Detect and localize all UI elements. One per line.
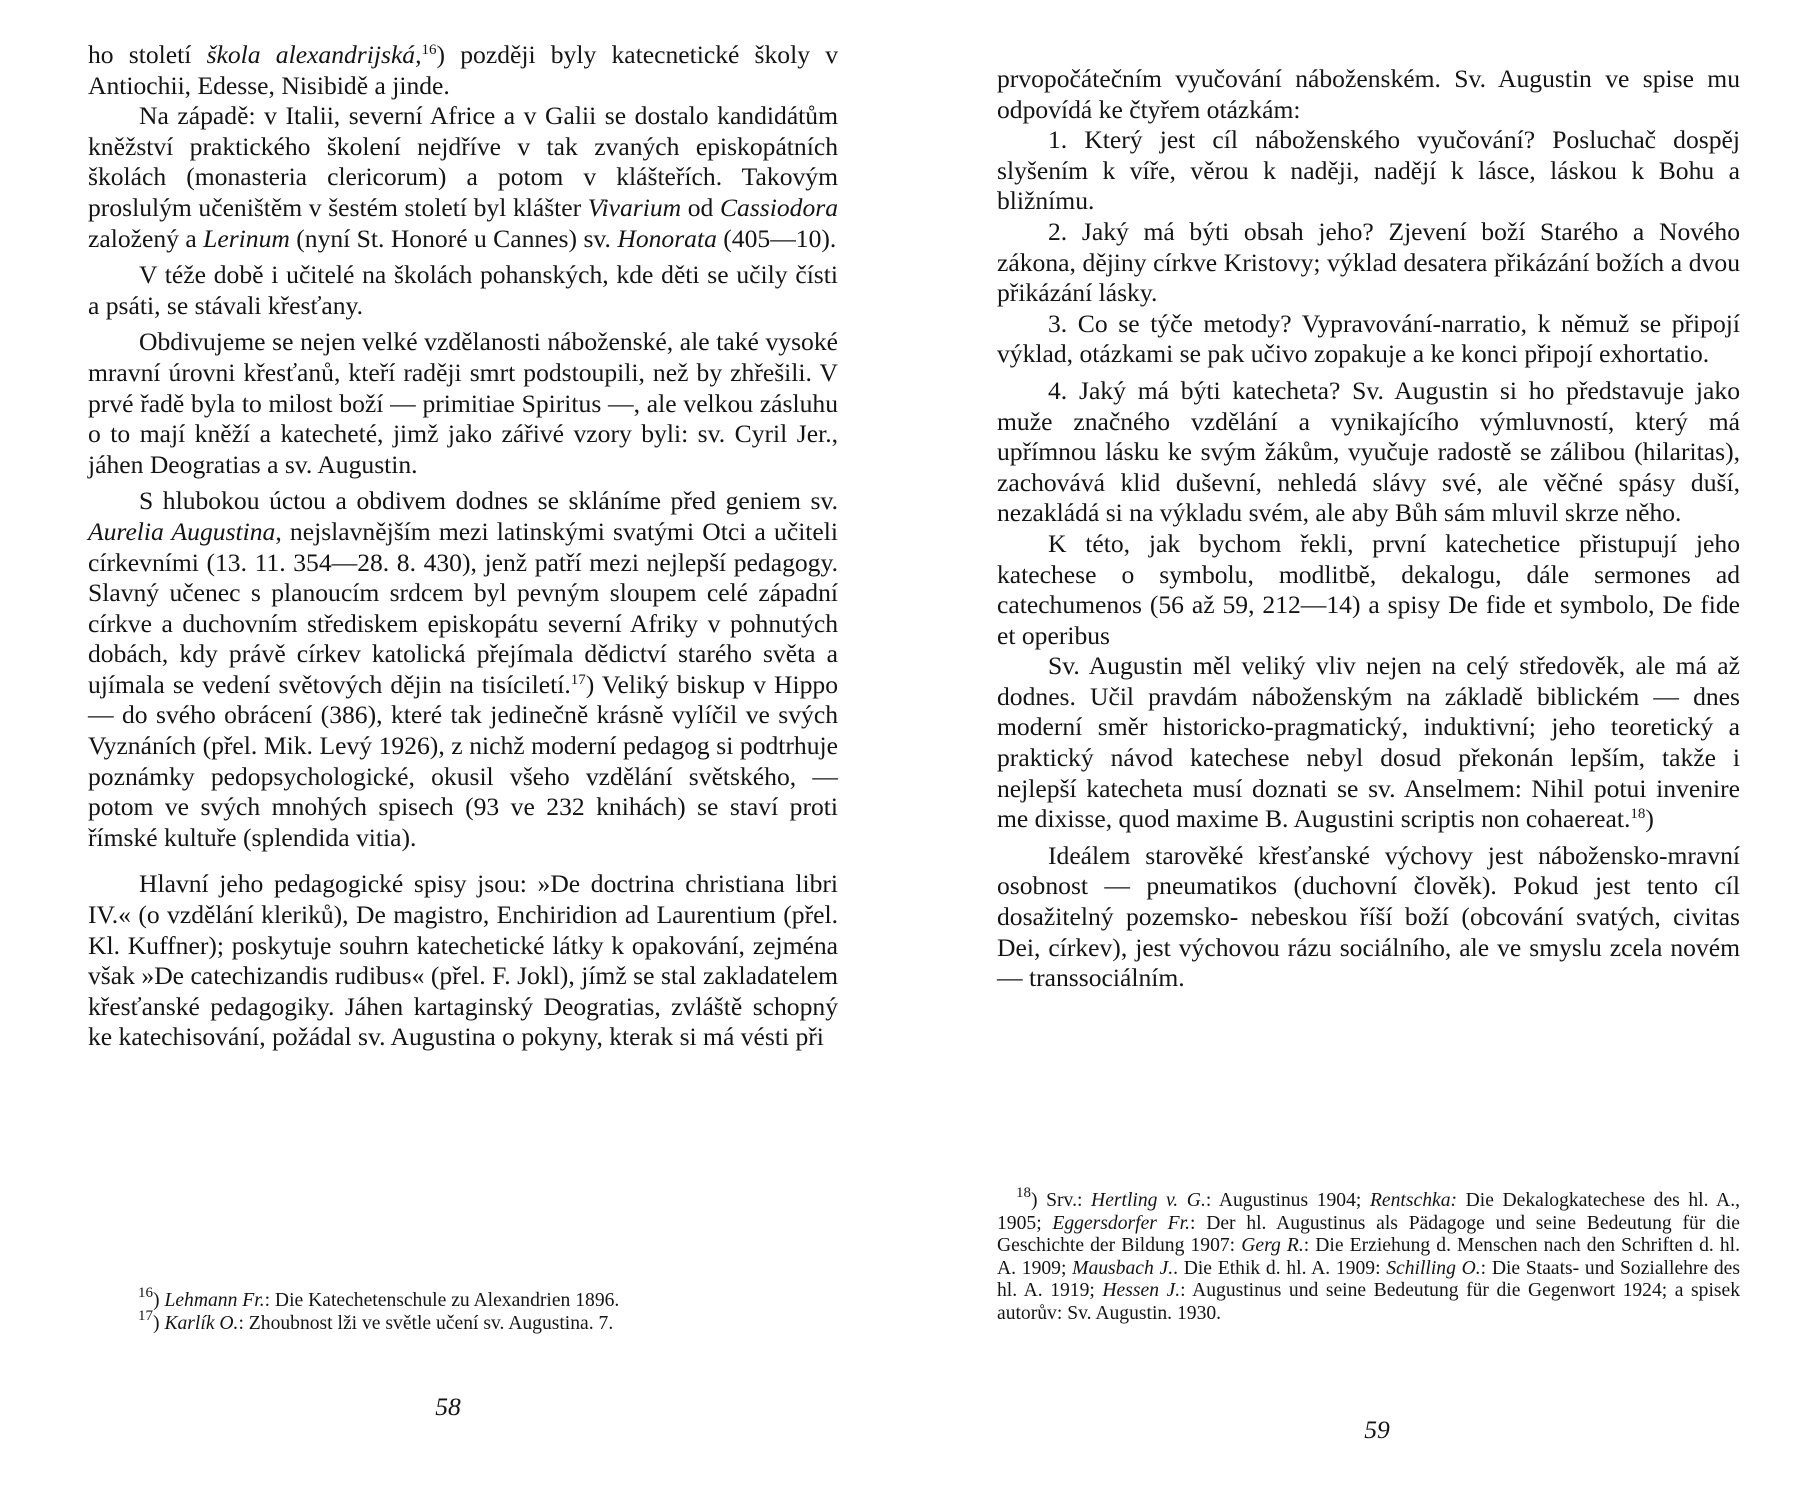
footnote-marker: 18 — [1016, 1185, 1031, 1201]
text-run: : Der hl. Augustinus als Pädagoge und seine Bedeutung für die Geschichte der Bildung 1907: — [997, 1212, 1740, 1257]
text-run: prvopočátečním vyučování náboženském. Sv. Augustin ve spise mu odpovídá ke čtyřem otázkám: — [997, 64, 1740, 124]
italic-text: škola alexandrijská — [206, 40, 416, 69]
text-run: 1. Který jest cíl náboženského vyučování? Posluchač dospěj slyšením k víře, věrou k naději, nadějí k lásce, láskou k Bohu a bližnímu. — [997, 125, 1740, 216]
text-run: (405—10). — [716, 223, 837, 253]
text-run: : Augustinus und seine Bedeutung für die Gegenwort 1924; a spisek autorův: Sv. Augustin. 1930. — [997, 1280, 1741, 1324]
paragraph — [997, 651, 1740, 835]
italic-text: Hertling v. G. — [1091, 1190, 1206, 1211]
text-run: ) — [1645, 804, 1654, 834]
footnote-marker: 17 — [570, 671, 586, 688]
text-run: Die Dekalogkatechese des hl. A., 1905; — [997, 1190, 1740, 1234]
footnotes — [88, 1285, 838, 1335]
footnotes — [997, 1185, 1741, 1326]
text-run: Na západě: v Italii, severní Africe a v Galii se dostalo kandidátům kněžství praktického školení nejdříve v tak zvaných episkopátních školách (monasteria clericorum) a potom v klášteřích. Takovým proslulým učeništěm v šestém století byl klášter — [88, 101, 838, 222]
text-run: ) Veliký biskup v Hippo — do svého obrácení (386), které tak jedinečně krásně vylíčil ve svých Vyznáních (přel. Mik. Levý 1926), z nichž moderní pedagog si podtrhuje poznámky pedopsychologické, okusil všeho vzdělání světského, — potom ve svých mnohých spisech (93 ve 232 knihách) se staví proti římské kultuře (splendida vitia). — [88, 669, 838, 852]
text-run: : Die Erziehung d. Menschen nach den Schriften d. hl. A. 1909; — [997, 1235, 1740, 1279]
paragraph — [997, 376, 1740, 529]
text-run: : Zhoubnost lži ve světle učení sv. Augustina. 7. — [238, 1312, 614, 1334]
italic-text: Lehmann Fr. — [164, 1290, 265, 1311]
text-run: : Die Staats- und Soziallehre des hl. A. 1919; — [997, 1257, 1740, 1302]
text-run: K této, jak bychom řekli, první katechetice přistupují jeho katechese o symbolu, modlitbě, dekalogu, dále sermones ad catechumenos (56 až 59, 212—14) a spisy De fide et symbolo, De fide et operibus — [997, 528, 1740, 650]
text-run: Ideálem starověké křesťanské výchovy jest nábožensko-mravní osobnost — pneumatikos (duchovní člověk). Pokud jest tento cíl dosažitelný pozemsko- nebeskou říší boží (obcování svatých, civitas Dei, církev), jest výchovou rázu sociálního, ale ve smyslu zcela novém — transsociálním. — [997, 840, 1740, 993]
paragraph — [997, 841, 1740, 994]
text-run: . Die Ethik d. hl. A. 1909: — [1173, 1257, 1387, 1279]
text-run: Obdivujeme se nejen velké vzdělanosti náboženské, ale také vysoké mravní úrovni křesťanů, kteří raději smrt podstoupili, než by zhřešili. V prvé řadě byla to milost boží — primitiae Spiritus —, ale velkou zásluhu o to mají kněží a katecheté, jimž jako zářivé vzory byli: sv. Cyril Jer., jáhen Deogratias a sv. Augustin. — [88, 327, 838, 479]
text-run: ) — [153, 1312, 165, 1334]
page-number: 58 — [435, 1392, 461, 1421]
text-run: založený a — [88, 223, 204, 253]
paragraph — [88, 327, 838, 480]
italic-text: , — [415, 40, 422, 69]
text-run: 2. Jaký má býti obsah jeho? Zjevení boží Starého a Nového zákona, dějiny církve Kristovy; výklad desatera přikázání božích a dvou přikázání lásky. — [997, 216, 1740, 308]
page-number: 59 — [1364, 1415, 1390, 1444]
paragraph — [997, 529, 1740, 651]
paragraph — [88, 260, 838, 321]
paragraph — [88, 486, 838, 853]
text-run: , nejslavnějším mezi latinskými svatými Otci a učiteli církevními (13. 11. 354—28. 8. 430), jenž patří mezi nejlepší pedagogy. Slavný učenec s planoucím srdcem byl pevným sloupem celé západní církve a duchovním střediskem episkopátu severní Afriky v pohnutých dobách, kdy právě církev katolická přejímala dědictví starého světa a ujímala se vedení světových dějin na tisíciletí. — [88, 516, 838, 699]
italic-text: Vivarium — [587, 192, 682, 222]
paragraph — [88, 101, 838, 254]
paragraph — [997, 125, 1740, 217]
footnote-marker: 18 — [1630, 806, 1646, 823]
italic-text: Mausbach J. — [1072, 1257, 1174, 1279]
paragraph — [88, 40, 838, 101]
text-run: S hlubokou úctou a obdivem dodnes se skláníme před geniem sv. — [139, 486, 838, 516]
italic-text: Cassiodora — [719, 192, 839, 222]
footnote — [88, 1285, 838, 1313]
text-run: ) později byly katecnetické školy v Antiochii, Edesse, Nisibidě a jinde. — [88, 40, 838, 100]
text-run: : Augustinus 1904; — [1205, 1190, 1370, 1211]
text-run: od — [681, 192, 720, 222]
footnote-marker: 17 — [138, 1307, 153, 1324]
italic-text: Aurelia Augustina — [88, 516, 276, 546]
text-run: 3. Co se týče metody? Vypravování-narratio, k němuž se připojí výklad, otázkami se pak učivo zopakuje a ke konci připojí exhortatio. — [997, 308, 1740, 369]
left-page-text-column — [88, 40, 838, 1053]
paragraph — [997, 217, 1740, 309]
text-run: ) — [153, 1290, 165, 1311]
text-run: ) Srv.: — [1031, 1190, 1092, 1211]
italic-text: Gerg R. — [1241, 1235, 1304, 1257]
text-run: V téže době i učitelé na školách pohanských, kde děti se učily čísti a psáti, se stávali křesťany. — [88, 260, 838, 320]
right-page — [997, 0, 1740, 1500]
italic-text: Karlík O. — [164, 1312, 239, 1334]
footnote — [88, 1307, 838, 1336]
footnote — [997, 1185, 1741, 1326]
italic-text: Lerinum — [203, 223, 290, 253]
italic-text: Eggersdorfer Fr. — [1052, 1212, 1190, 1234]
left-page — [88, 0, 838, 1500]
paragraph — [997, 309, 1740, 370]
italic-text: Hessen J. — [1102, 1280, 1181, 1302]
text-run: ho století — [88, 40, 207, 69]
text-run: (nyní St. Honoré u Cannes) sv. — [289, 223, 618, 253]
footnote-marker: 16 — [138, 1285, 153, 1301]
paragraph — [997, 64, 1740, 125]
italic-text: Honorata — [617, 223, 717, 253]
text-run: Hlavní jeho pedagogické spisy jsou: »De doctrina christiana libri IV.« (o vzdělání kleriků), De magistro, Enchiridion ad Laurentium (přel. Kl. Kuffner); poskytuje souhrn katechetické látky k opakování, zejména však »De catechizandis rudibus« (přel. F. Jokl), jímž se stal zakladatelem křesťanské pedagogiky. Jáhen kartaginský Deogratias, zvláště schopný ke katechisování, požádal sv. Augustina o pokyny, kterak si má vésti při — [88, 869, 838, 1052]
italic-text: Schilling O. — [1386, 1257, 1481, 1279]
paragraph — [88, 869, 838, 1053]
right-page-text-column — [997, 64, 1740, 994]
text-run: 4. Jaký má býti katecheta? Sv. Augustin si ho představuje jako muže značného vzdělání a vynikajícího výmluvností, který má upřímnou lásku ke svým žákům, vyučuje radostě se zálibou (hilaritas), zachovává klid duševní, nehledá slávy své, ale věčné spásy duší, nezakládá si na výkladu svém, ale aby Bůh sám mluvil skrze něho. — [997, 375, 1740, 528]
text-run: : Die Katechetenschule zu Alexandrien 1896. — [264, 1290, 620, 1311]
footnote-marker: 16 — [421, 42, 437, 58]
italic-text: Rentschka: — [1369, 1190, 1458, 1211]
text-run: Sv. Augustin měl veliký vliv nejen na celý středověk, ale má až dodnes. Učil pravdám náboženským na základě biblickém — dnes moderní směr historicko-pragmatický, induktivní; jeho teoretický a praktický návod katechese nebyl dosud překonán lepším, takže i nejlepší katecheta musí doznati se sv. Anselmem: Nihil potui invenire me dixisse, quod maxime B. Augustini scriptis non cohaereat. — [997, 651, 1740, 834]
